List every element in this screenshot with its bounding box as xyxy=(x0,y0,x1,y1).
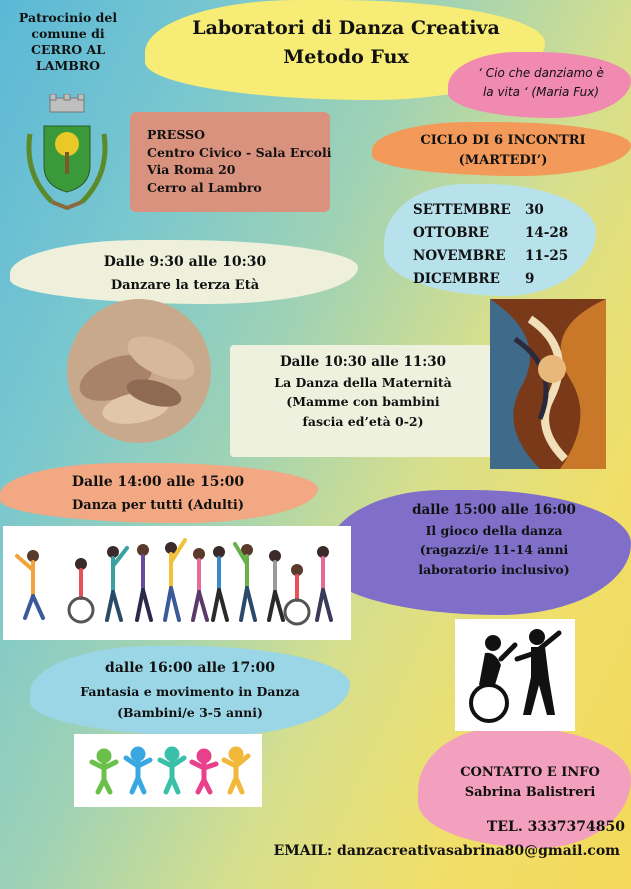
session5-line2: (Bambini/e 3-5 anni) xyxy=(117,705,263,721)
session5-text xyxy=(20,656,360,724)
venue-hall: Centro Civico - Sala Ercoli xyxy=(147,144,332,160)
session4-line2: (ragazzi/e 11-14 anni xyxy=(419,542,569,558)
cycle-line1: CICLO DI 6 INCONTRI xyxy=(420,133,586,148)
contact-block xyxy=(430,763,630,802)
maternity-painting xyxy=(490,299,606,469)
session4-time: dalle 15:00 alle 16:00 xyxy=(412,502,576,518)
wheelchair-dance-silhouette xyxy=(455,619,575,731)
session1-text xyxy=(30,250,340,297)
date-month: SETTEMBRE xyxy=(413,202,511,218)
kids-figures-illustration xyxy=(74,734,262,807)
title-line2: Metodo Fux xyxy=(283,45,409,68)
venue-street: Via Roma 20 xyxy=(147,162,236,177)
session4-line1: Il gioco della danza xyxy=(425,522,563,538)
session2-time: Dalle 10:30 alle 11:30 xyxy=(279,354,447,370)
patronage-text xyxy=(6,10,130,74)
date-month: NOVEMBRE xyxy=(413,248,506,264)
title-line1: Laboratori di Danza Creativa xyxy=(192,17,500,39)
coat-of-arms-icon xyxy=(22,94,112,216)
date-days: 11-25 xyxy=(525,248,569,264)
patronage-line1: Patrocinio del xyxy=(18,10,118,25)
contact-name: Sabrina Balistreri xyxy=(464,784,596,800)
date-days: 30 xyxy=(525,202,544,218)
session1-name: Danzare la terza Età xyxy=(110,277,260,293)
venue-text xyxy=(147,126,332,196)
contact-heading: CONTATTO E INFO xyxy=(460,765,600,780)
cycle-text xyxy=(398,131,608,170)
contact-email[interactable]: EMAIL: danzacreativasabrina80@gmail.com xyxy=(273,843,620,859)
date-month: OTTOBRE xyxy=(413,225,490,241)
patronage-line2: comune di xyxy=(31,26,105,41)
session2-line2: (Mamme con bambini xyxy=(286,394,440,410)
dates-list xyxy=(413,202,603,294)
quote-line2: la vita ‘ (Maria Fux) xyxy=(482,84,600,99)
session5-time: dalle 16:00 alle 17:00 xyxy=(105,660,275,676)
patronage-line4: LAMBRO xyxy=(35,58,101,73)
venue-town: Cerro al Lambro xyxy=(147,179,262,195)
session3-name: Danza per tutti (Adulti) xyxy=(72,497,244,513)
cycle-line2: (MARTEDI’) xyxy=(458,152,548,168)
date-row xyxy=(413,225,603,248)
date-row xyxy=(413,271,603,294)
date-row xyxy=(413,202,603,225)
session1-time: Dalle 9:30 alle 10:30 xyxy=(103,254,267,270)
date-days: 9 xyxy=(525,271,535,287)
session2-text xyxy=(238,352,488,431)
quote-text xyxy=(452,64,630,101)
patronage-line3: CERRO AL xyxy=(31,42,105,57)
dancing-people-illustration xyxy=(3,526,351,640)
session4-text xyxy=(360,500,628,579)
venue-label: PRESSO xyxy=(147,127,205,142)
session5-line1: Fantasia e movimento in Danza xyxy=(80,683,300,699)
date-row xyxy=(413,248,603,271)
quote-line1: ‘ Cio che danziamo è xyxy=(478,66,604,80)
page-title xyxy=(150,14,542,71)
session2-line1: La Danza della Maternità xyxy=(274,374,452,390)
date-days: 14-28 xyxy=(525,225,569,241)
date-month: DICEMBRE xyxy=(413,271,500,287)
session2-line3: fascia ed’età 0-2) xyxy=(302,413,424,429)
hands-photo xyxy=(66,298,212,444)
contact-phone: TEL. 3337374850 xyxy=(486,819,625,835)
session3-time: Dalle 14:00 alle 15:00 xyxy=(71,474,245,490)
session3-text xyxy=(8,470,308,517)
session4-line3: laboratorio inclusivo) xyxy=(418,561,570,577)
